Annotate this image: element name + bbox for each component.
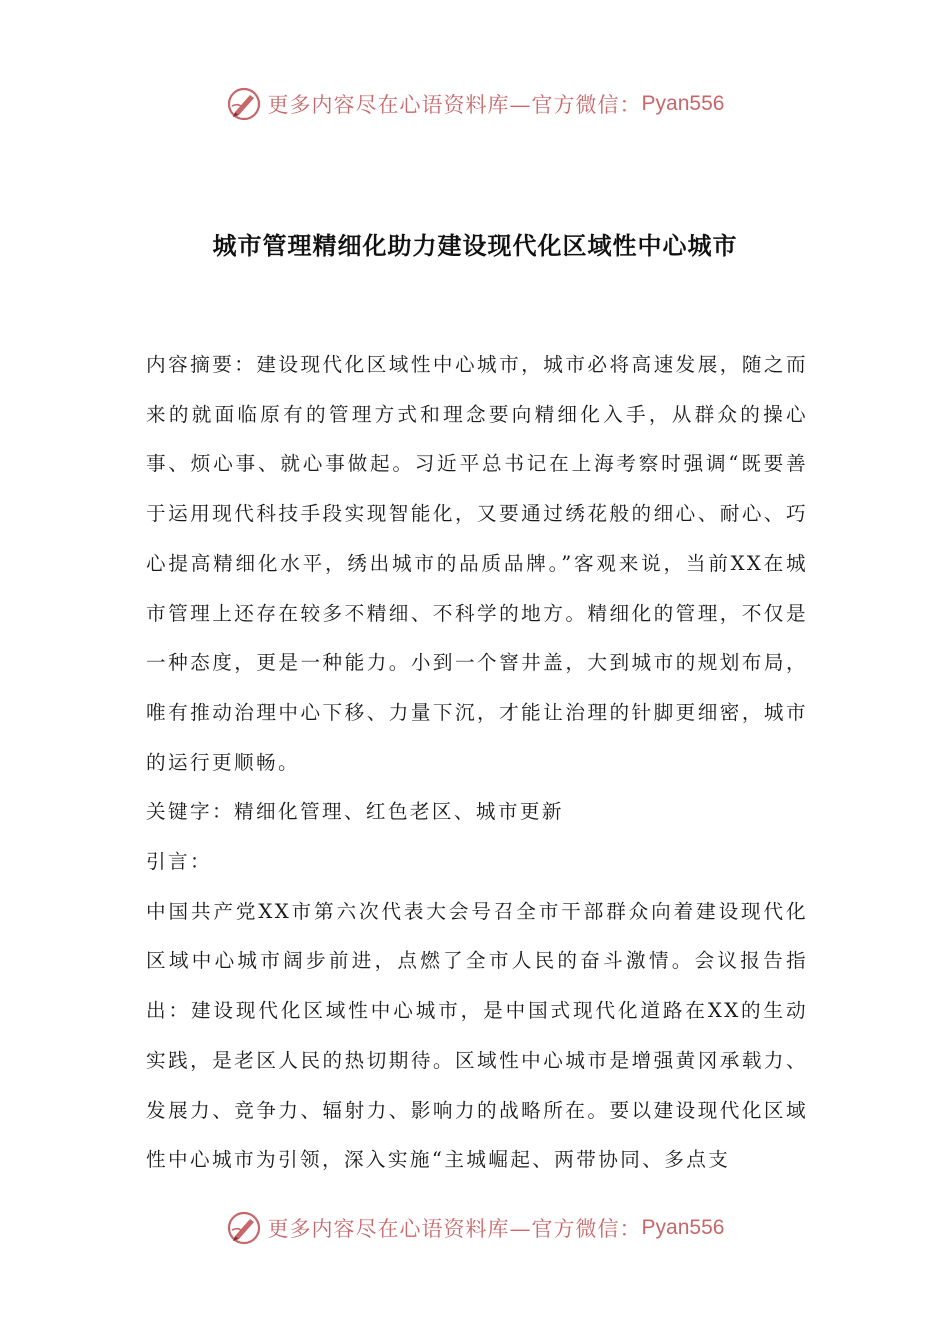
header-watermark-banner [0,84,950,124]
document-body [146,340,808,1185]
banner-wechat-id: Pyan556 [641,1216,725,1239]
pen-logo-icon [226,86,262,122]
footer-watermark-banner [0,1208,950,1248]
banner-text: 更多内容尽在心语资料库—官方微信： [267,1217,642,1241]
intro-label: 引言： [146,850,212,874]
banner-text: 更多内容尽在心语资料库—官方微信： [267,93,642,117]
pen-logo-icon [226,1210,262,1246]
document-title: 城市管理精细化助力建设现代化区域性中心城市 [212,231,738,260]
abstract-paragraph: 内容摘要：建设现代化区域性中心城市，城市必将高速发展，随之而来的就面临原有的管理方式和理念要向精细化入手，从群众的操心事、烦心事、就心事做起。习近平总书记在上海考察时强调“既要善于运用现代科技手段实现智能化，又要通过绣花般的细心、耐心、巧心提高精细化水平，绣出城市的品质品牌。”客观来说，当前XX在城市管理上还存在较多不精细、不科学的地方。精细化的管理，不仅是一种态度，更是一种能力。小到一个窨井盖，大到城市的规划布局，唯有推动治理中心下移、力量下沉，才能让治理的针脚更细密，城市的运行更顺畅。 [146,353,808,774]
intro-paragraph: 中国共产党XX市第六次代表大会号召全市干部群众向着建设现代化区域中心城市阔步前进，点燃了全市人民的奋斗激情。会议报告指出：建设现代化区域性中心城市，是中国式现代化道路在XX的生动实践，是老区人民的热切期待。区域性中心城市是增强黄冈承载力、发展力、竞争力、辐射力、影响力的战略所在。要以建设现代化区域性中心城市为引领，深入实施“主城崛起、两带协同、多点支 [146,899,808,1172]
banner-wechat-id: Pyan556 [641,92,725,115]
keywords-line: 关键字：精细化管理、红色老区、城市更新 [146,800,564,824]
